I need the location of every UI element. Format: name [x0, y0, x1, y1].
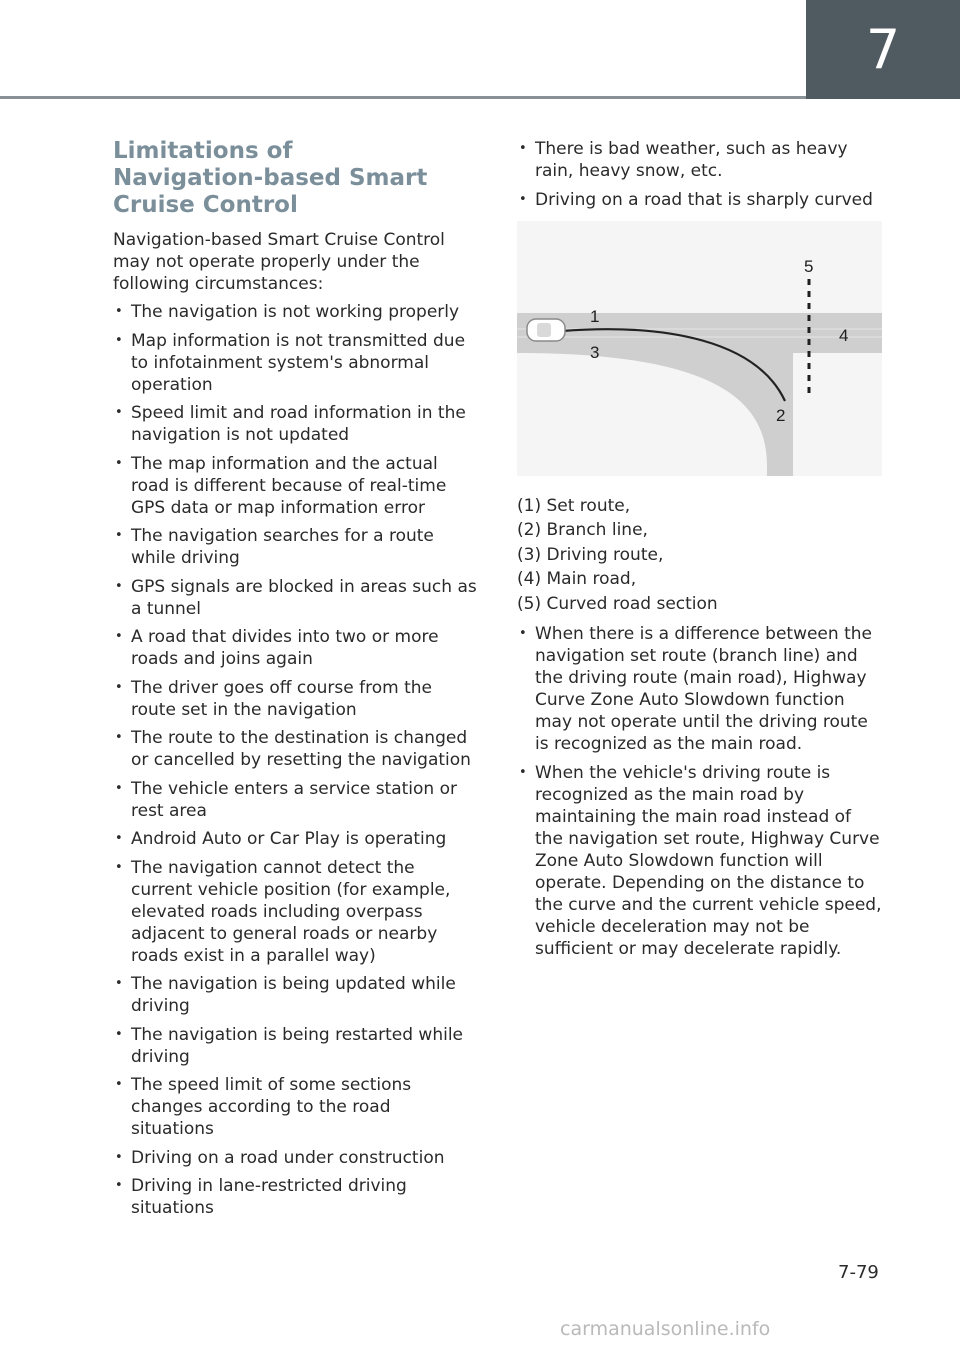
list-item: • The navigation searches for a route while driving [113, 525, 478, 569]
caption-main-road: (4) Main road, [517, 569, 637, 589]
diagram-marker-1: 1 [590, 306, 600, 326]
diagram-marker-2: 2 [776, 405, 786, 425]
section-title-line: Limitations of [113, 138, 293, 164]
weather-curve-list [517, 138, 882, 211]
header-rule [0, 96, 806, 99]
list-item: • Driving in lane-restricted driving situations [113, 1175, 478, 1219]
road-diagram-svg [517, 221, 882, 476]
section-title [113, 138, 478, 219]
diagram-marker-3: 3 [590, 342, 600, 362]
list-item: • The route to the destination is changed or cancelled by resetting the navigation [113, 727, 478, 771]
page-number: 7-79 [838, 1262, 879, 1283]
list-item: • There is bad weather, such as heavy rain, heavy snow, etc. [517, 138, 882, 182]
list-item: • The navigation is not working properly [113, 301, 478, 323]
intro-paragraph: Navigation-based Smart Cruise Control may not operate properly under the following circumstances: [113, 230, 445, 294]
watermark: carmanualsonline.info [560, 1318, 771, 1340]
list-item: • The map information and the actual road is different because of real-time GPS data or map information error [113, 453, 478, 519]
caption-driving-route: (3) Driving route, [517, 544, 664, 565]
list-item: • The navigation cannot detect the current vehicle position (for example, elevated roads including overpass adjacent to general roads or nearby roads exist in a parallel way) [113, 857, 478, 967]
left-column [113, 138, 478, 1226]
list-item: • A road that divides into two or more roads and joins again [113, 626, 478, 670]
list-item: • Driving on a road that is sharply curved [517, 189, 882, 211]
list-item: • Android Auto or Car Play is operating [113, 828, 478, 850]
caption-curved-road: (5) Curved road section [517, 593, 718, 614]
caption-branch-line: (2) Branch line, [517, 520, 648, 540]
list-item: • When there is a difference between the navigation set route (branch line) and the driving route (main road), Highway Curve Zone Auto Slowdown function may not operate until the driving route is recognized as the main road. [517, 623, 882, 755]
list-item: • Driving on a road under construction [113, 1147, 478, 1169]
list-item: • Speed limit and road information in the navigation is not updated [113, 402, 478, 446]
limitations-list [113, 301, 478, 1219]
right-column [517, 138, 882, 966]
list-item: • The vehicle enters a service station or rest area [113, 778, 478, 822]
diagram-marker-5: 5 [804, 256, 814, 276]
list-item: • GPS signals are blocked in areas such as a tunnel [113, 576, 478, 620]
section-title-line: Cruise Control [113, 192, 298, 218]
vehicle-icon [527, 319, 565, 341]
section-title-line: Navigation-based Smart [113, 165, 428, 191]
list-item: • The driver goes off course from the route set in the navigation [113, 677, 478, 721]
list-item: • The navigation is being updated while driving [113, 973, 478, 1017]
list-item: • Map information is not transmitted due to infotainment system's abnormal operation [113, 330, 478, 396]
figure-captions [517, 494, 882, 617]
slowdown-notes-list [517, 623, 882, 960]
chapter-number: 7 [865, 18, 901, 81]
chapter-tab [806, 0, 960, 99]
diagram-marker-4: 4 [839, 325, 849, 345]
list-item: • When the vehicle's driving route is recognized as the main road by maintaining the main road instead of the navigation set route, Highway Curve Zone Auto Slowdown function will operate. Depending on the distance to the curve and the current vehicle speed, vehicle deceleration may not be sufficient or may decelerate rapidly. [517, 762, 882, 960]
caption-set-route: (1) Set route, [517, 495, 631, 516]
list-item: • The navigation is being restarted while driving [113, 1024, 478, 1068]
list-item: • The speed limit of some sections changes according to the road situations [113, 1074, 478, 1140]
curved-road-diagram [517, 221, 882, 476]
